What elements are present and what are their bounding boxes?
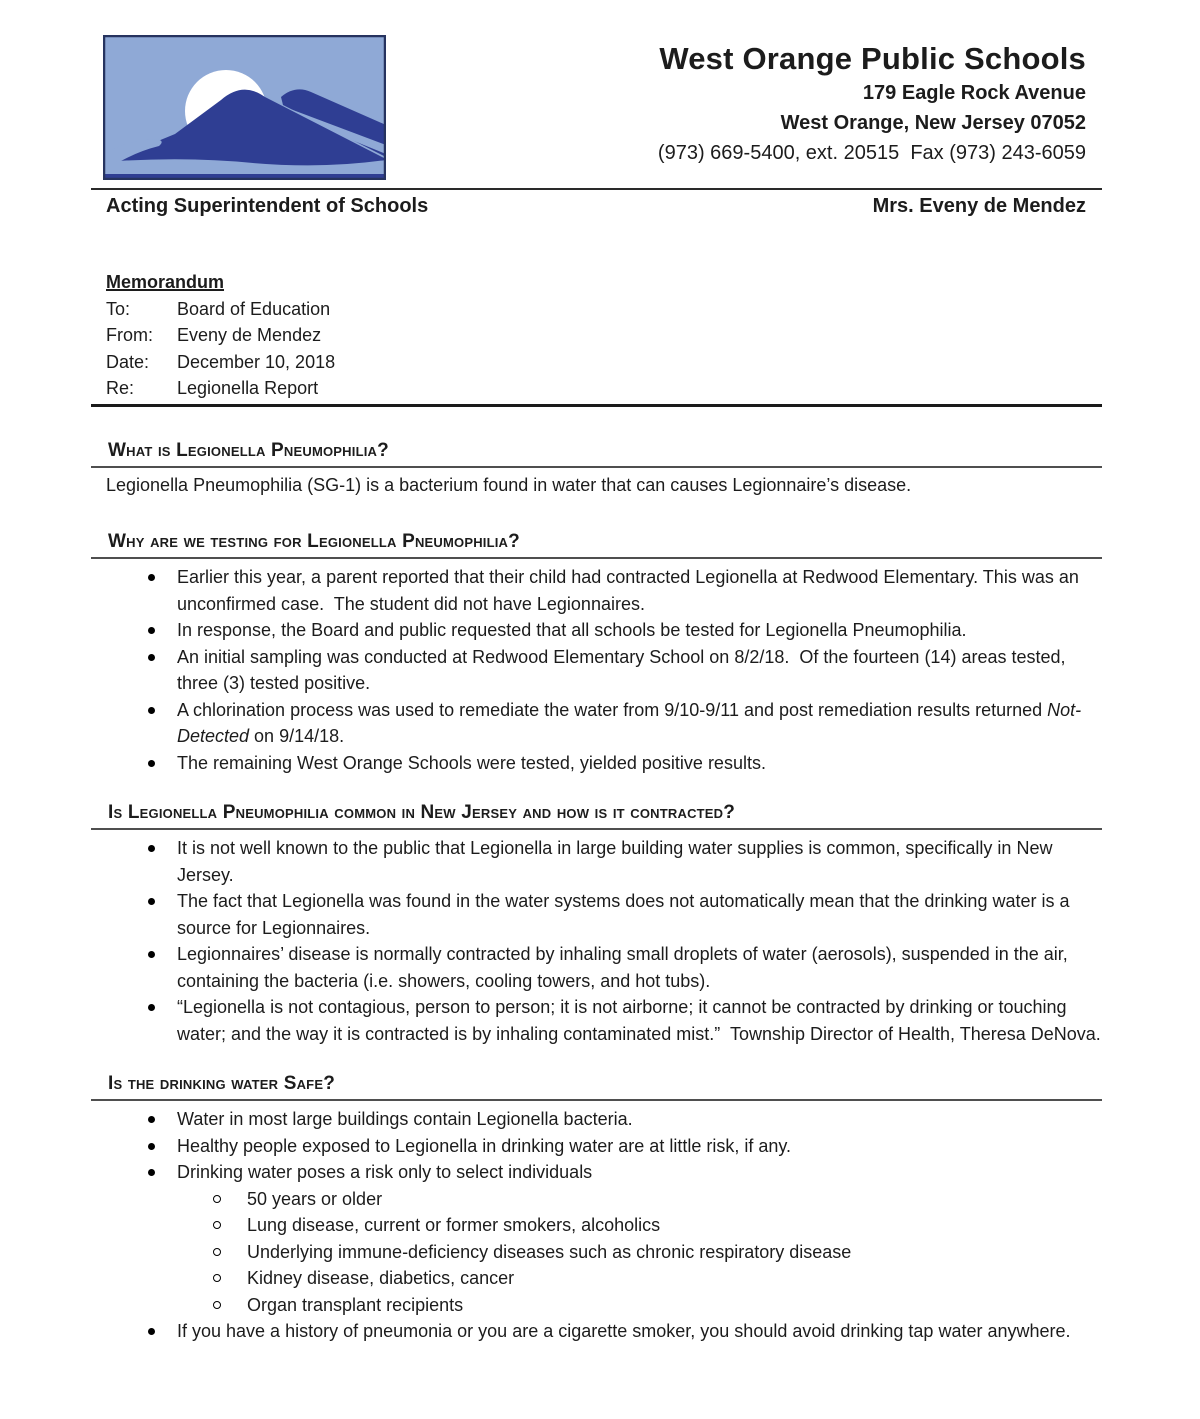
bullet-icon bbox=[148, 707, 155, 714]
memo-header bbox=[91, 269, 1102, 402]
memo-label-re: Re: bbox=[106, 378, 135, 398]
bullet-list bbox=[91, 835, 1102, 1047]
section-heading: Is Legionella Pneumophilia common in New Jersey and how is it contracted? bbox=[91, 800, 1102, 830]
bullet-icon bbox=[148, 845, 155, 852]
bullet-icon bbox=[148, 898, 155, 905]
memo-title: Memorandum bbox=[106, 272, 225, 292]
bullet-text: In response, the Board and public requested that all schools be tested for Legionella Pneumophilia. bbox=[177, 620, 967, 640]
sub-bullet-text: 50 years or older bbox=[247, 1188, 383, 1209]
memo-value-date: December 10, 2018 bbox=[177, 351, 336, 372]
bullet-item bbox=[91, 1106, 1102, 1133]
sub-bullet-item bbox=[177, 1239, 1102, 1266]
sub-bullet-icon bbox=[213, 1301, 221, 1309]
superintendent-row bbox=[91, 190, 1102, 219]
bullet-text: If you have a history of pneumonia or you are a cigarette smoker, you should avoid drinking tap water anywhere. bbox=[177, 1321, 1071, 1341]
bullet-text: Legionnaires’ disease is normally contracted by inhaling small droplets of water (aerosols), suspended in the air, containing the bacteria (i.e. showers, cooling towers, and hot tubs). bbox=[177, 944, 1073, 991]
sub-bullet-icon bbox=[213, 1274, 221, 1282]
memo-value-re: Legionella Report bbox=[177, 378, 319, 398]
bullet-item bbox=[91, 564, 1102, 617]
memo-value-from: Eveny de Mendez bbox=[177, 325, 322, 345]
bullet-text: Water in most large buildings contain Legionella bacteria. bbox=[177, 1109, 633, 1129]
section-heading: Is the drinking water Safe? bbox=[91, 1071, 1102, 1101]
sub-bullet-list bbox=[177, 1186, 1102, 1319]
bullet-text-post: on 9/14/18. bbox=[249, 726, 345, 746]
sub-bullet-icon bbox=[213, 1248, 221, 1256]
section-drinking-water-safe bbox=[91, 1071, 1102, 1345]
memo-field-re bbox=[106, 375, 1102, 402]
bullet-item bbox=[91, 1318, 1102, 1345]
bullet-text: “Legionella is not contagious, person to person; it is not airborne; it cannot be contracted by drinking or touching water; and the way it is contracted is by inhaling contaminated mist.” Township Director of Health, Theresa DeNova. bbox=[177, 997, 1101, 1044]
bullet-icon bbox=[148, 574, 155, 581]
sub-bullet-text: Kidney disease, diabetics, cancer bbox=[247, 1268, 515, 1288]
bullet-item bbox=[91, 697, 1102, 750]
bullet-item bbox=[91, 750, 1102, 777]
sub-bullet-item bbox=[177, 1292, 1102, 1319]
bullet-text: It is not well known to the public that Legionella in large building water supplies is common, specifically in New Jersey. bbox=[177, 838, 1058, 885]
section-heading: Why are we testing for Legionella Pneumophilia? bbox=[91, 529, 1102, 559]
bullet-item bbox=[91, 835, 1102, 888]
memo-label-from: From: bbox=[106, 325, 153, 345]
sub-bullet-icon bbox=[213, 1221, 221, 1229]
bullet-item bbox=[91, 644, 1102, 697]
bullet-text: Healthy people exposed to Legionella in drinking water are at little risk, if any. bbox=[177, 1135, 792, 1156]
bullet-icon bbox=[148, 627, 155, 634]
bullet-list bbox=[91, 1106, 1102, 1345]
bullet-icon bbox=[148, 1328, 155, 1335]
memo-rule bbox=[91, 404, 1102, 407]
sub-bullet-icon bbox=[213, 1195, 221, 1203]
mountain-sunrise-logo-icon bbox=[103, 35, 386, 180]
bullet-icon bbox=[148, 1116, 155, 1123]
sub-bullet-text: Organ transplant recipients bbox=[247, 1294, 464, 1315]
bullet-icon bbox=[148, 951, 155, 958]
bullet-item bbox=[91, 994, 1102, 1047]
bullet-icon bbox=[148, 1169, 155, 1176]
sub-bullet-item bbox=[177, 1212, 1102, 1239]
sub-bullet-text: Underlying immune-deficiency diseases such as chronic respiratory disease bbox=[247, 1241, 852, 1262]
memo-label-date: Date: bbox=[106, 351, 150, 372]
bullet-list bbox=[91, 564, 1102, 776]
section-heading: What is Legionella Pneumophilia? bbox=[91, 438, 1102, 468]
letterhead bbox=[91, 0, 1102, 180]
bullet-icon bbox=[148, 1004, 155, 1011]
memo-field-from bbox=[106, 322, 1102, 349]
section-why-testing bbox=[91, 529, 1102, 776]
section-body: Legionella Pneumophilia (SG-1) is a bacterium found in water that can causes Legionnaire’s disease. bbox=[106, 474, 912, 495]
memo-field-to bbox=[106, 296, 1102, 323]
memo-field-date bbox=[106, 349, 1102, 376]
bullet-text: The remaining West Orange Schools were tested, yielded positive results. bbox=[177, 752, 766, 773]
bullet-text: The fact that Legionella was found in the water systems does not automatically mean that the drinking water is a source for Legionnaires. bbox=[177, 891, 1075, 938]
bullet-item bbox=[91, 1159, 1102, 1318]
bullet-icon bbox=[148, 760, 155, 767]
address-line-2: West Orange, New Jersey 07052 bbox=[780, 112, 1086, 134]
section-what-is-legionella bbox=[91, 438, 1102, 499]
bullet-icon bbox=[148, 654, 155, 661]
bullet-icon bbox=[148, 1143, 155, 1150]
bullet-text: Earlier this year, a parent reported that their child had contracted Legionella at Redwood Elementary. This was an unconfirmed case. The student did not have Legionnaires. bbox=[177, 567, 1084, 614]
bullet-text: An initial sampling was conducted at Redwood Elementary School on 8/2/18. Of the fourteen (14) areas tested, three (3) tested positive. bbox=[177, 646, 1071, 693]
bullet-text-italic: Not-Detected bbox=[177, 699, 1082, 746]
bullet-text: Drinking water poses a risk only to select individuals bbox=[177, 1162, 593, 1182]
bullet-item bbox=[91, 888, 1102, 941]
superintendent-name: Mrs. Eveny de Mendez bbox=[872, 195, 1086, 217]
bullet-text-pre: A chlorination process was used to remediate the water from 9/10-9/11 and post remediation results returned bbox=[177, 699, 1048, 720]
letterhead-text bbox=[386, 35, 1102, 180]
address-line-1: 179 Eagle Rock Avenue bbox=[862, 82, 1086, 104]
school-name: West Orange Public Schools bbox=[659, 41, 1086, 76]
superintendent-title: Acting Superintendent of Schools bbox=[106, 195, 429, 217]
bullet-text bbox=[177, 700, 1081, 747]
section-common-in-nj bbox=[91, 800, 1102, 1047]
bullet-item bbox=[91, 1133, 1102, 1160]
sub-bullet-text: Lung disease, current or former smokers, alcoholics bbox=[247, 1215, 661, 1235]
bullet-item bbox=[91, 617, 1102, 644]
memo-value-to: Board of Education bbox=[177, 298, 331, 319]
sub-bullet-item bbox=[177, 1265, 1102, 1292]
memo-label-to: To: bbox=[106, 298, 131, 319]
phone-fax-line: (973) 669-5400, ext. 20515 Fax (973) 243-6059 bbox=[657, 142, 1086, 164]
sub-bullet-item bbox=[177, 1186, 1102, 1213]
bullet-item bbox=[91, 941, 1102, 994]
school-logo bbox=[103, 35, 386, 180]
